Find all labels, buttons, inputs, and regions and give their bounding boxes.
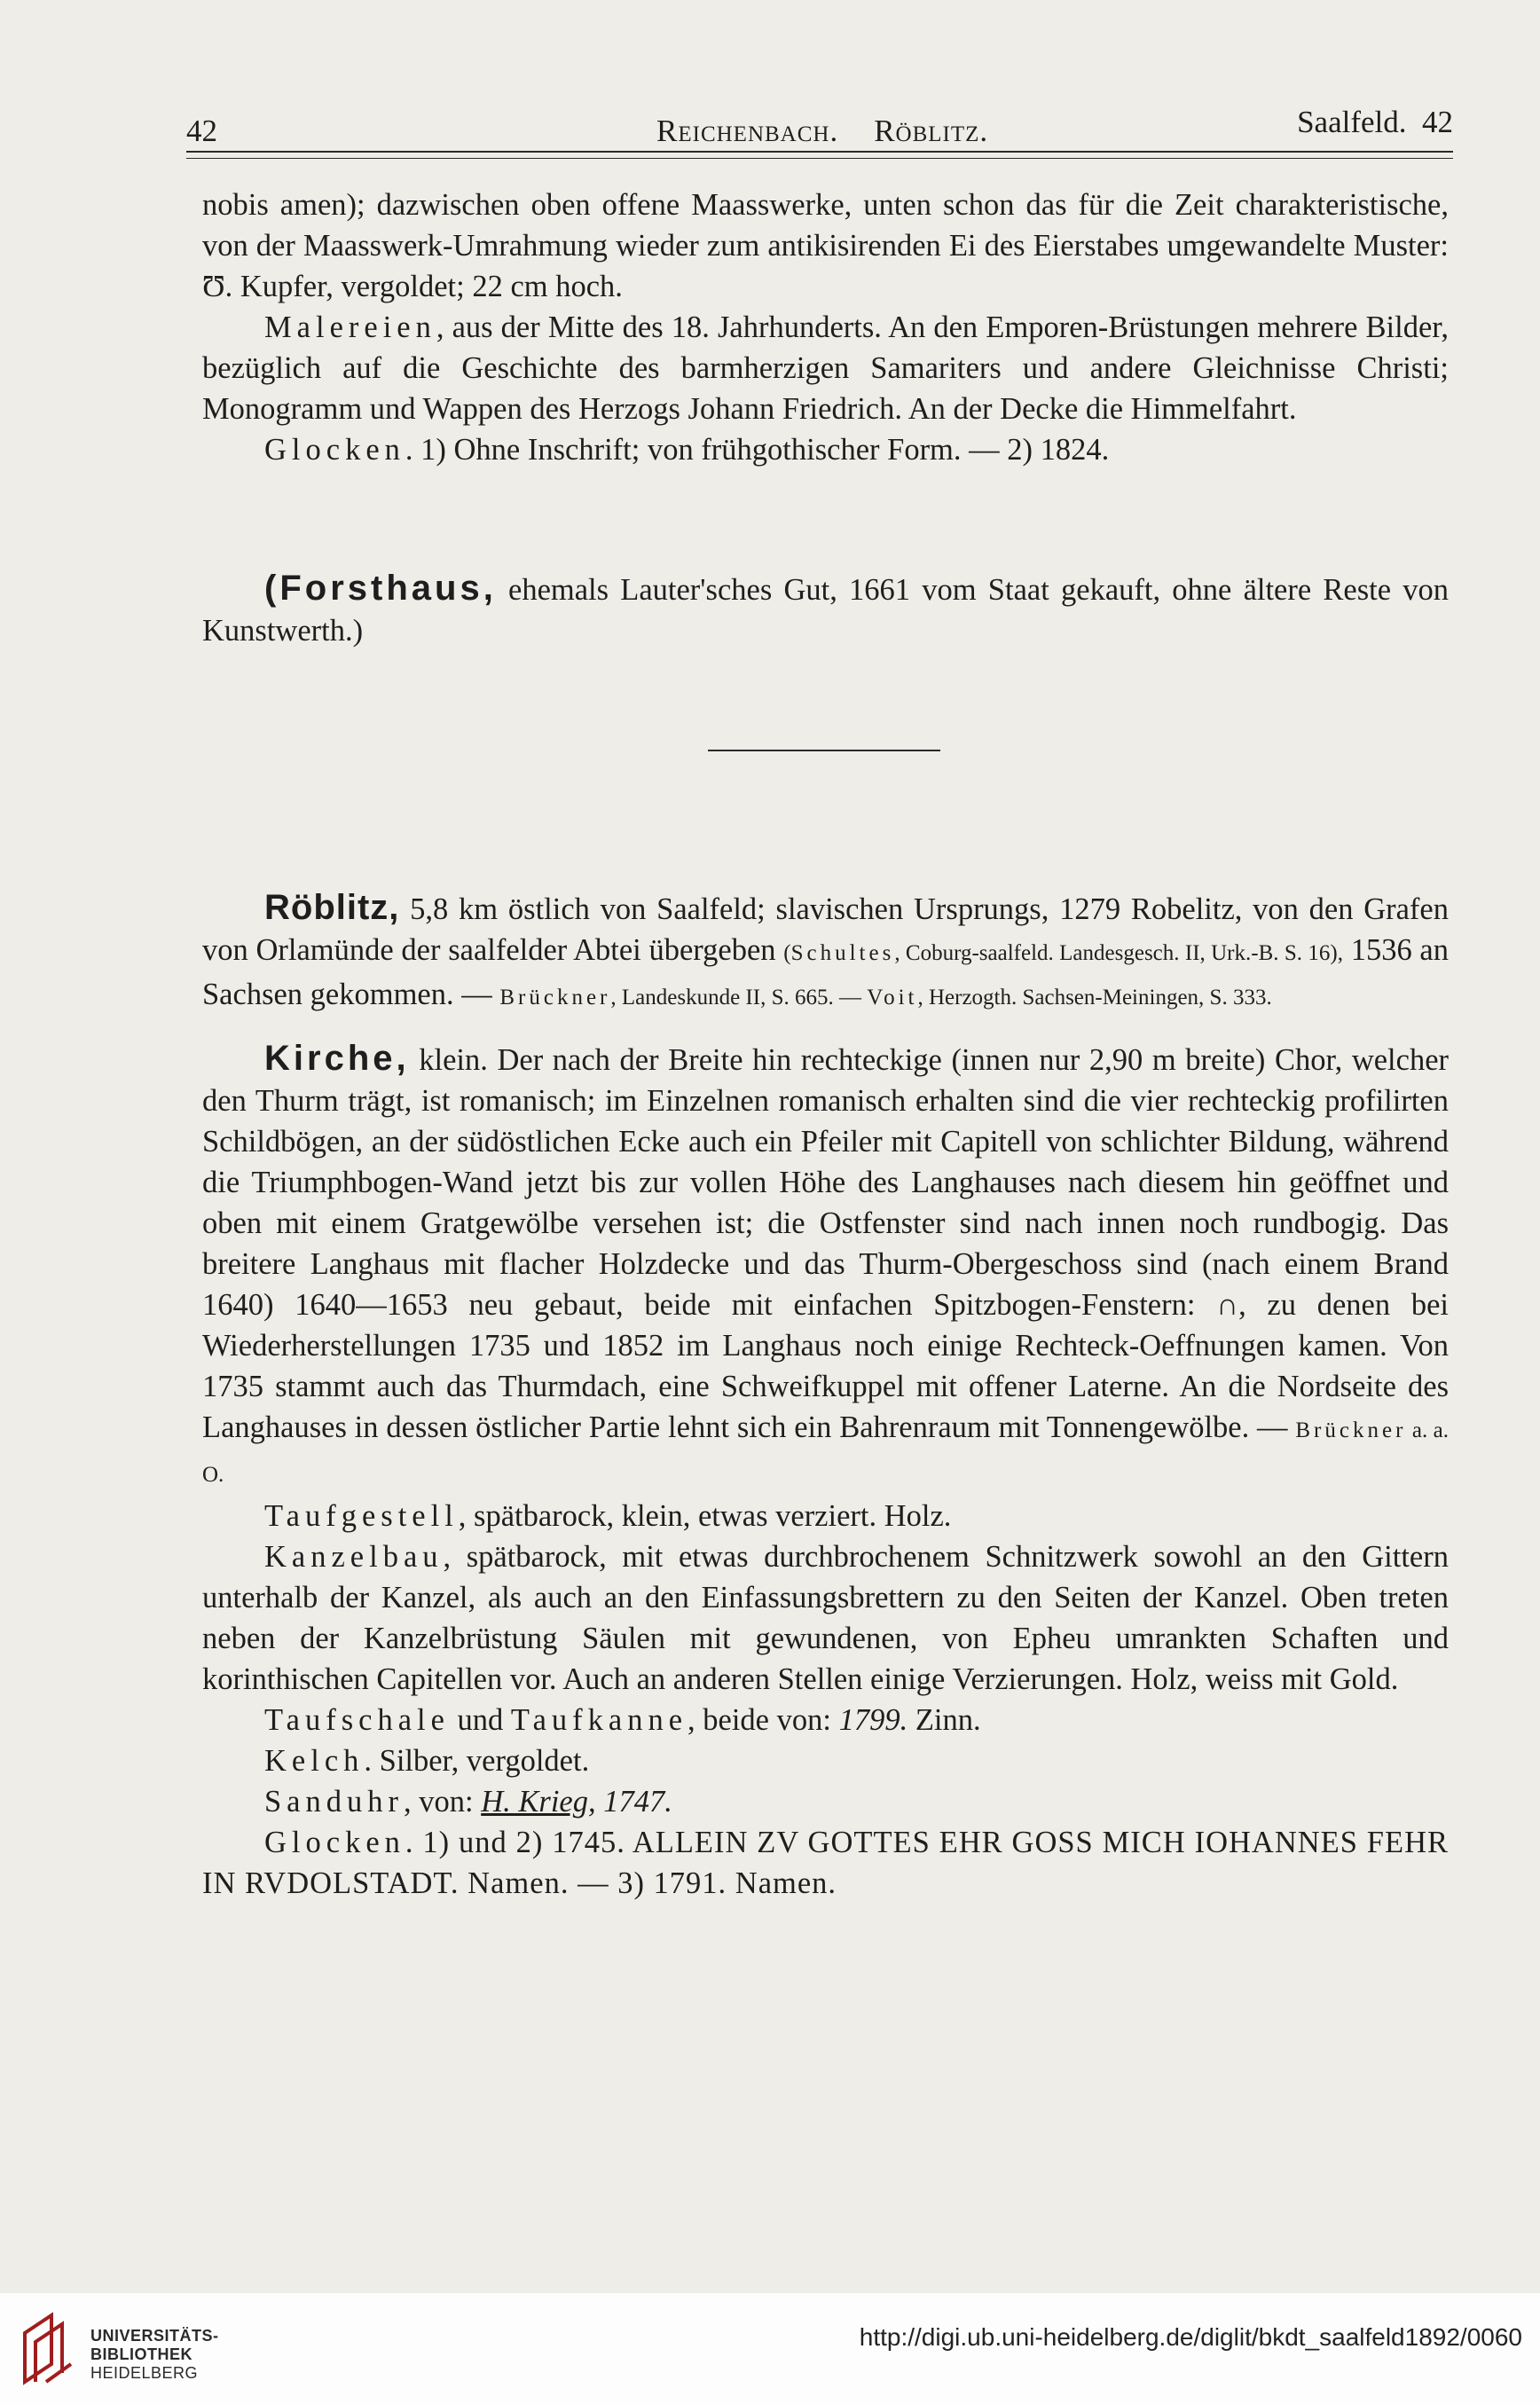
entry-heading: Glocken	[264, 433, 405, 467]
paragraph-glocken	[202, 1822, 1449, 1904]
page-header	[186, 105, 1453, 149]
place-name: Saalfeld.	[1297, 105, 1407, 139]
forsthaus-paragraph	[202, 568, 1449, 651]
bracket: (	[264, 569, 280, 608]
entry-text: und	[449, 1703, 511, 1737]
entry-text: . Silber, vergoldet.	[364, 1744, 590, 1778]
entry-text: , spätbarock, klein, etwas verziert. Holz.	[458, 1499, 952, 1533]
maker-name: H. Krieg,	[481, 1785, 596, 1819]
section-divider	[708, 750, 940, 751]
entry-heading: Sanduhr	[264, 1785, 404, 1819]
entry-heading: Kirche,	[264, 1039, 410, 1078]
entry-heading: Forsthaus,	[279, 569, 497, 608]
entry-heading: Kanzelbau	[264, 1540, 444, 1574]
entry-heading: Glocken	[264, 1826, 405, 1859]
entry-text: Zinn.	[908, 1703, 981, 1737]
text-run: nobis amen); dazwischen oben offene Maasswerke, unten schon das für die Zeit charakteristische, von der Maasswerk-Umrahmung wieder zum antikisirenden Ei des Eierstabes umgewandelte Muster:	[202, 188, 1449, 263]
header-rule-thin	[186, 158, 1453, 159]
paragraph-malereien	[202, 307, 1449, 429]
egg-pattern-glyph: Ʊ	[202, 270, 225, 303]
entry-text: 1536 an Sachsen gekommen. —	[202, 933, 1449, 1011]
entry-text: , beide von:	[688, 1703, 839, 1737]
entry-heading: Taufschale	[264, 1703, 450, 1737]
paragraph-sanduhr	[202, 1781, 1449, 1822]
entry-heading: Taufkanne	[510, 1703, 688, 1737]
library-name-line3: HEIDELBERG	[90, 2364, 199, 2382]
running-title-left: Reichenbach.	[656, 114, 839, 148]
paragraph-glocken	[202, 429, 1449, 470]
ref-text: a. a. O.	[202, 1418, 1449, 1487]
ref-text: , Herzogth. Sachsen-Meiningen, S. 333.	[917, 986, 1272, 1010]
ref-text: , Landeskunde II, S. 665. —	[610, 986, 868, 1010]
entry-text: ehemals Lauter'sches Gut, 1661 vom Staat gekauft, ohne ältere Reste von Kunstwerth.)	[202, 573, 1449, 648]
entry-text: klein. Der nach der Breite hin rechteckige (innen nur 2,90 m breite) Chor, welcher den Thurm trägt, ist romanisch; im Einzelnen romanisch erhalten sind die vier rechteckig profilirten Schildbögen, an der südöstlichen Ecke auch ein Pfeiler mit Capitell von schlichter Bildung, während die Triumphbogen-Wand jetzt bis zur vollen Höhe des Langhauses nach diesem hin geöffnet und oben mit einem Gratgewölbe versehen ist; die Ostfenster sind nach innen noch rundbogig. Das breitere Langhaus mit flacher Holzdecke und das Thurm-Obergeschoss sind (nach einem Brand 1640) 1640—1653 neu gebaut, beide mit einfachen Spitzbogen-Fenstern:	[202, 1043, 1449, 1322]
ref-author: Brückner	[499, 986, 611, 1010]
ref-author: Schultes	[790, 941, 895, 965]
inscription-year: 1747.	[595, 1785, 672, 1819]
continued-text	[202, 185, 1449, 470]
ref-bracket: (	[783, 941, 791, 965]
paragraph-taufschale	[202, 1700, 1449, 1740]
inscription-year: 1799.	[838, 1703, 908, 1737]
library-name	[90, 2327, 219, 2383]
paragraph-intro	[202, 887, 1449, 1018]
roeblitz-section	[202, 887, 1449, 1904]
entry-text: . 1) und 2) 1745. ALLEIN ZV GOTTES EHR GOSS MICH IOHANNES FEHR IN RVDOLSTADT. Namen. — 3) 1791. Namen.	[202, 1826, 1449, 1900]
running-title-right: Röblitz.	[874, 114, 989, 148]
library-name-line1: UNIVERSITÄTS-	[90, 2327, 219, 2345]
entry-text: , aus der Mitte des 18. Jahrhunderts. An den Emporen-Brüstungen mehrere Bilder, bezüglich auf die Geschichte des barmherzigen Samariters und andere Gleichnisse Christi; Monogramm und Wappen des Herzogs Johann Friedrich. An der Decke die Himmelfahrt.	[202, 310, 1449, 426]
entry-text: , spätbarock, mit etwas durchbrochenem Schnitzwerk sowohl an den Gittern unterhalb der Kanzel, als auch an den Einfassungsbrettern zu den Seiten der Kanzel. Oben treten neben der Kanzelbrüstung Säulen mit gewundenen, von Epheu umrankten Schaften und korinthischen Capitellen vor. Auch an anderen Stellen einige Verzierungen. Holz, weiss mit Gold.	[202, 1540, 1449, 1696]
library-logo-icon[interactable]	[16, 2311, 82, 2386]
ref-author: Voit	[867, 986, 918, 1010]
paragraph-kanzelbau	[202, 1536, 1449, 1700]
entry-heading: Kelch	[264, 1744, 365, 1778]
page-number-right-value: 42	[1422, 105, 1453, 139]
entry-text: , von:	[404, 1785, 482, 1819]
section-title: Röblitz,	[264, 888, 400, 927]
arch-glyph: ∩	[1216, 1288, 1239, 1322]
paragraph	[202, 568, 1449, 651]
entry-text: 5,8 km östlich von Saalfeld; slavischen Ursprungs, 1279 Robelitz, von den Grafen von Orlamünde der saalfelder Abtei übergeben	[202, 892, 1449, 967]
running-title	[656, 114, 988, 149]
page-number-left: 42	[186, 114, 217, 148]
paragraph-taufgestell	[202, 1496, 1449, 1536]
entry-text: . 1) Ohne Inschrift; von frühgothischer Form. — 2) 1824.	[405, 433, 1110, 467]
page-number-right	[1297, 105, 1453, 140]
paragraph	[202, 185, 1449, 307]
text-run: . Kupfer, vergoldet; 22 cm hoch.	[224, 270, 623, 303]
paragraph-kirche	[202, 1038, 1449, 1496]
ref-author: Brückner	[1295, 1418, 1407, 1442]
entry-text: , zu denen bei Wiederherstellungen 1735 und 1852 im Langhaus noch einige Rechteck-Oeffnungen kamen. Von 1735 stammt auch das Thurmdach, eine Schweifkuppel mit offener Laterne. An die Nordseite des Langhauses in dessen östlicher Partie lehnt sich ein Bahrenraum mit Tonnengewölbe. —	[202, 1288, 1449, 1444]
paragraph-kelch	[202, 1740, 1449, 1781]
entry-heading: Taufgestell	[264, 1499, 459, 1533]
viewer-footer	[0, 2293, 1540, 2404]
ref-text: , Coburg-saalfeld. Landesgesch. II, Urk.-B. S. 16),	[894, 941, 1343, 965]
permalink-url[interactable]: http://digi.ub.uni-heidelberg.de/diglit/bkdt_saalfeld1892/0060	[859, 2323, 1522, 2351]
entry-heading: Malereien	[264, 310, 436, 344]
header-rule	[186, 151, 1453, 153]
library-name-line2: BIBLIOTHEK	[90, 2345, 192, 2363]
